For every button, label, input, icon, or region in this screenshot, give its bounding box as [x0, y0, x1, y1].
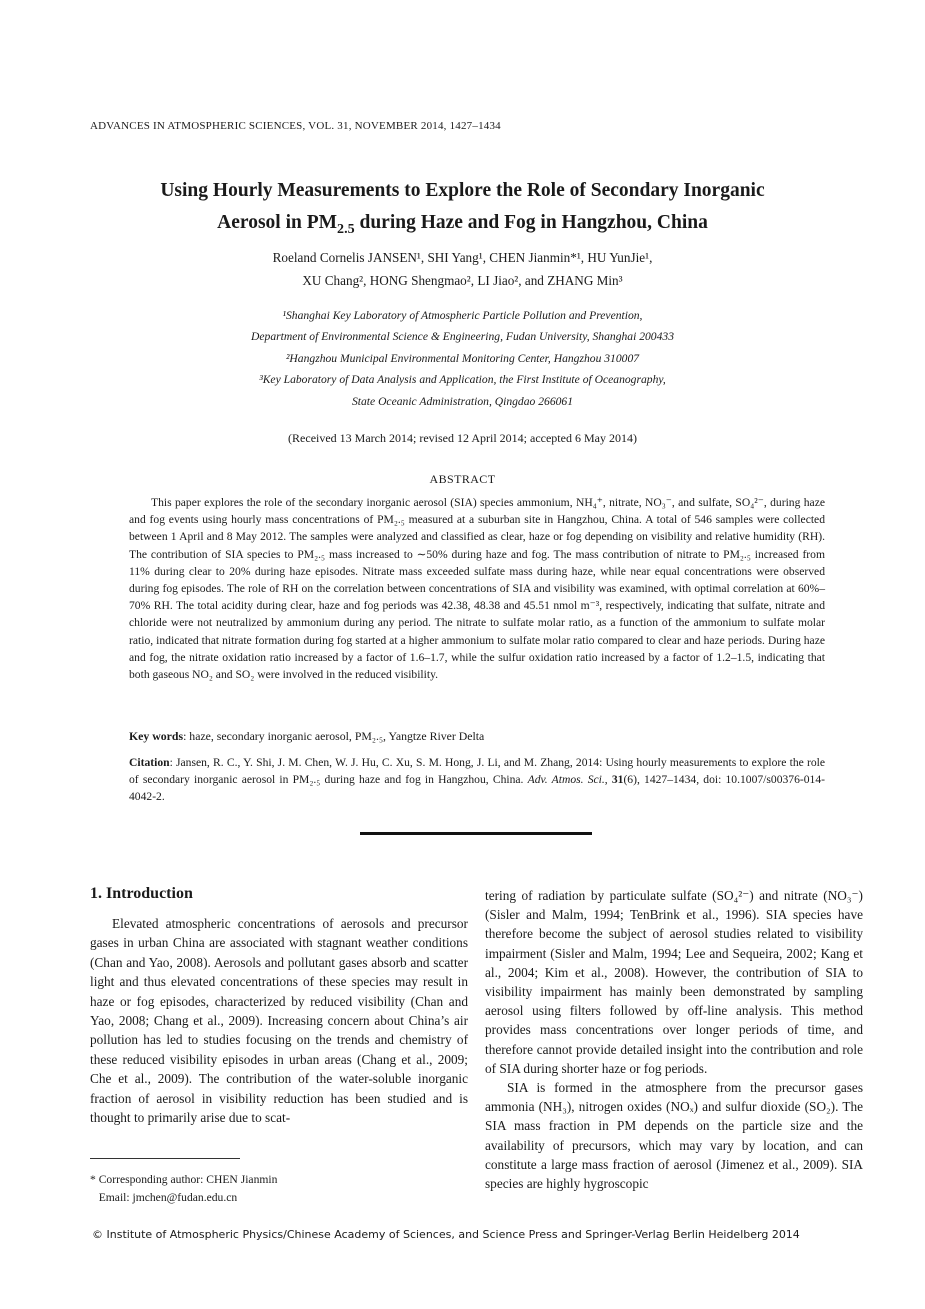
footnote: [90, 1171, 277, 1207]
affiliation-line: ¹Shanghai Key Laboratory of Atmospheric Particle Pollution and Prevention,: [282, 309, 643, 322]
authors-line-1: Roeland Cornelis JANSEN¹, SHI Yang¹, CHEN Jianmin*¹, HU YunJie¹,: [272, 250, 653, 265]
intro-paragraph: Elevated atmospheric concentrations of aerosols and precursor gases in urban China are associated with stagnant weather conditions (Chan and Yao, 2008). Aerosols and pollutant gases absorb and scatter light and thus elevated concentrations of these species may result in haze or fog episodes, characterized by reduced visibility (Chan and Yao, 2008; Chang et al., 2009). Increasing concern about China’s air pollution has led to studies focusing on the trends and chemistry of these reduced visibility episodes in urban areas (Chang et al., 2009; Che et al., 2009). The contribution of the water-soluble inorganic fraction of aerosol in visibility reduction has been studied and is thought to primarily arise due to scat-: [90, 916, 468, 1126]
copyright-footer: © Institute of Atmospheric Physics/Chinese Academy of Sciences, and Science Press and Springer-Verlag Berlin Heidelberg 2014: [92, 1228, 800, 1241]
citation-text: : Jansen, R. C., Y. Shi, J. M. Chen, W. J. Hu, C. Xu, S. M. Hong, J. Li, and M. Zhang, 2014: Using hourly measurements to explore the role of secondary inorganic aerosol in PM₂.₅ during haze and fog in Hangzhou, China.: [129, 756, 825, 787]
citation-journal: Adv. Atmos. Sci.: [527, 773, 605, 787]
footnote-author: * Corresponding author: CHEN Jianmin: [90, 1173, 278, 1186]
citation-sep: ,: [604, 773, 612, 787]
title-part-a: Aerosol in PM: [217, 212, 338, 233]
journal-header: ADVANCES IN ATMOSPHERIC SCIENCES, VOL. 31, NOVEMBER 2014, 1427–1434: [90, 120, 501, 132]
section-divider: [360, 832, 592, 835]
intro-paragraph: SIA is formed in the atmosphere from the precursor gases ammonia (NH₃), nitrogen oxides (NOₓ) and sulfur dioxide (SO₂). The SIA mass fraction in PM depends on the particle size and the availability of precursors, which may vary by location, and can constitute a large mass fraction of aerosol (Jimenez et al., 2009). SIA species are highly hygroscopic: [485, 1080, 863, 1192]
affiliation-line: Department of Environmental Science & Engineering, Fudan University, Shanghai 200433: [251, 330, 674, 344]
paper-title: [100, 175, 825, 239]
title-subscript: 2.5: [337, 220, 355, 237]
affiliation-line: ²Hangzhou Municipal Environmental Monitoring Center, Hangzhou 310007: [285, 351, 640, 365]
citation-volume: 31: [611, 773, 624, 787]
intro-right-column: [485, 886, 863, 1193]
keywords: [129, 729, 825, 744]
keywords-text: : haze, secondary inorganic aerosol, PM₂.₅, Yangtze River Delta: [183, 729, 485, 743]
footnote-email: Email: jmchen@fudan.edu.cn: [90, 1191, 238, 1204]
intro-paragraph: tering of radiation by particulate sulfate (SO₄²⁻) and nitrate (NO₃⁻) (Sisler and Malm, 1994; TenBrink et al., 1996). SIA species have therefore become the subject of aerosol studies related to visibility impairment (Sisler and Malm, 1994; Lee and Sequeira, 2002; Kang et al., 2004; Kim et al., 2008). However, the contribution of SIA to visibility impairment has mainly been demonstrated by sampling aerosol using filters followed by off-line analysis. This method provides mass concentrations over longer periods of time, and therefore cannot provide detailed insight into the contribution and role of SIA during shorter haze or fog periods.: [485, 888, 863, 1076]
abstract-heading: ABSTRACT: [429, 472, 496, 486]
citation-tail: (6), 1427–1434, doi: 10.1007/s00376-014-4042-2.: [129, 773, 825, 804]
author-list: [100, 246, 825, 292]
authors-line-2: XU Chang², HONG Shengmao², LI Jiao², and ZHANG Min³: [302, 273, 623, 288]
section-heading: 1. Introduction: [90, 885, 193, 902]
affiliation-line: State Oceanic Administration, Qingdao 266061: [351, 394, 574, 408]
abstract-body: This paper explores the role of the secondary inorganic aerosol (SIA) species ammonium, NH₄⁺, nitrate, NO₃⁻, and sulfate, SO₄²⁻, during haze and fog events using hourly mass concentrations of PM₂.₅ measured at a suburban site in Hangzhou, China. A total of 546 samples were collected between 1 April and 8 May 2012. The samples were analyzed and classified as clear, haze or fog depending on visibility and relative humidity (RH). The contribution of SIA species to PM₂.₅ mass increased to ∼50% during haze and fog. The mass contribution of nitrate to PM₂.₅ increased from 11% during clear to 20% during haze episodes. Nitrate mass exceeded sulfate mass during haze, while near equal concentrations were observed during fog episodes. The role of RH on the correlation between concentrations of SIA and visibility was examined, with optimal correlation at 60%–70% RH. The total acidity during clear, haze and fog periods was 42.38, 48.38 and 45.51 nmol m⁻³, respectively, indicating that sulfate, nitrate and chloride were not neutralized by ammonium during any period. The nitrate to sulfate molar ratio, as a function of the ammonium to sulfate molar ratio, indicated that nitrate formation during fog started at a higher ammonium to sulfate molar ratio compared to clear and haze periods. During haze and fog, the nitrate oxidation ratio increased by a factor of 1.6–1.7, while the sulfur oxidation ratio increased by a factor of 1.2–1.5, indicating that both gaseous NO₂ and SO₂ were involved in the reduced visibility.: [129, 496, 825, 682]
affiliation-line: ³Key Laboratory of Data Analysis and Application, the First Institute of Oceanography,: [259, 373, 666, 387]
affiliations: [100, 305, 825, 412]
title-part-b: during Haze and Fog in Hangzhou, China: [354, 212, 708, 233]
received-dates: (Received 13 March 2014; revised 12 April 2014; accepted 6 May 2014): [288, 431, 637, 445]
title-line-2: [100, 207, 825, 239]
citation-label: Citation: [129, 756, 170, 769]
footnote-rule: [90, 1158, 240, 1159]
title-line-1: Using Hourly Measurements to Explore the Role of Secondary Inorganic: [160, 180, 765, 201]
intro-left-column: [90, 914, 468, 1127]
keywords-label: Key words: [129, 729, 184, 743]
citation: [129, 754, 825, 806]
